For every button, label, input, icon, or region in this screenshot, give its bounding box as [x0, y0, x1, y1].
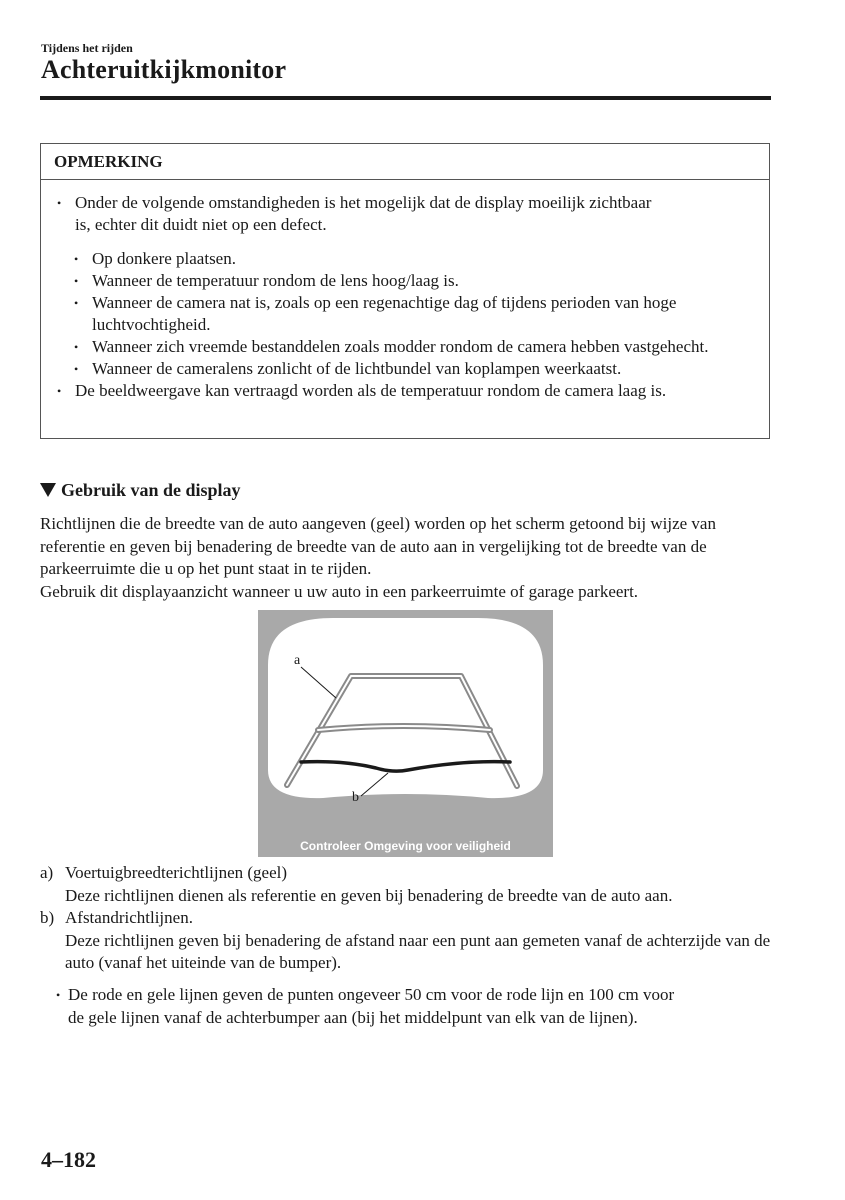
figure-label-a: a	[294, 653, 301, 668]
bullet-dot-icon: •	[57, 196, 62, 210]
legend-title: Afstandrichtlijnen.	[65, 908, 193, 927]
figure-caption: Controleer Omgeving voor veiligheid	[300, 839, 511, 853]
note-sub-item	[41, 336, 769, 358]
bullet-dot-icon: •	[74, 362, 79, 376]
legend-title: Voertuigbreedterichtlijnen (geel)	[65, 863, 288, 882]
legend-tag: b)	[40, 908, 55, 927]
usage-heading	[40, 480, 241, 501]
note-sub-list	[41, 248, 769, 380]
bullet-dot-icon: •	[74, 252, 79, 266]
footnote-text-1: De rode en gele lijnen geven de punten ongeveer 50 cm voor de rode lijn en 100 cm voor	[68, 985, 675, 1004]
note-bullet-1-line2: is, echter dit duidt niet op een defect.	[75, 215, 327, 234]
note-bullet-1	[41, 192, 769, 236]
note-sub-item-text: Wanneer zich vreemde bestanddelen zoals modder rondom de camera hebben vastgehecht.	[92, 337, 709, 356]
legend-item-a	[40, 862, 780, 907]
bullet-dot-icon: •	[57, 384, 62, 398]
figure-label-b: b	[352, 790, 359, 805]
usage-paragraph-2: Gebruik dit displayaanzicht wanneer u uw auto in een parkeerruimte of garage parkeert.	[40, 581, 639, 601]
note-sub-item-text: Op donkere plaatsen.	[92, 249, 236, 268]
footnote-line-2: de gele lijnen vanaf de achterbumper aan (bij het middelpunt van elk van de lijnen).	[68, 1007, 638, 1027]
note-sub-item-text: Wanneer de temperatuur rondom de lens hoog/laag is.	[92, 271, 459, 290]
camera-view-illustration	[258, 610, 553, 857]
page-number: 4–182	[41, 1147, 96, 1172]
note-body	[41, 180, 769, 402]
section-label: Tijdens het rijden	[41, 41, 133, 55]
legend-description: Deze richtlijnen geven bij benadering de afstand naar een punt aan gemeten vanaf de achterzijde van de auto (vanaf het uiteinde van de bumper).	[65, 930, 771, 972]
legend-description: Deze richtlijnen dienen als referentie en geven bij benadering de breedte van de auto aan.	[65, 885, 673, 905]
note-sub-item	[41, 358, 769, 380]
page-title: Achteruitkijkmonitor	[41, 55, 287, 84]
triangle-down-icon	[40, 483, 56, 497]
note-bullet-2	[41, 380, 769, 402]
usage-paragraph	[40, 513, 780, 603]
usage-heading-text: Gebruik van de display	[61, 480, 241, 500]
footnote	[56, 984, 786, 1029]
bullet-dot-icon: •	[74, 274, 79, 288]
note-heading: OPMERKING	[41, 144, 769, 180]
title-rule	[40, 96, 771, 100]
note-bullet-1-line1: Onder de volgende omstandigheden is het mogelijk dat de display moeilijk zichtbaar	[75, 193, 652, 212]
footnote-line-1	[56, 984, 786, 1007]
bullet-dot-icon: •	[74, 340, 79, 354]
bullet-dot-icon: •	[56, 988, 61, 1002]
note-sub-item	[41, 248, 769, 270]
figure-legend	[40, 862, 780, 975]
note-sub-item-text: Wanneer de cameralens zonlicht of de lichtbundel van koplampen weerkaatst.	[92, 359, 622, 378]
bullet-dot-icon: •	[74, 296, 79, 310]
legend-tag: a)	[40, 863, 54, 882]
note-sub-item	[41, 292, 769, 336]
legend-item-b	[40, 907, 780, 975]
usage-paragraph-1: Richtlijnen die de breedte van de auto aangeven (geel) worden op het scherm getoond bij wijze van referentie en geven bij benadering de breedte van de auto aan in vergelijking tot de breedte van de parkeerruimte die u op het punt staat in te rijden.	[40, 514, 716, 578]
rear-camera-figure	[258, 610, 553, 857]
note-box	[40, 143, 770, 439]
note-bullet-2-text: De beeldweergave kan vertraagd worden als de temperatuur rondom de camera laag is.	[75, 381, 667, 400]
note-sub-item	[41, 270, 769, 292]
note-sub-item-text: Wanneer de camera nat is, zoals op een regenachtige dag of tijdens perioden van hoge luchtvochtigheid.	[92, 293, 677, 334]
